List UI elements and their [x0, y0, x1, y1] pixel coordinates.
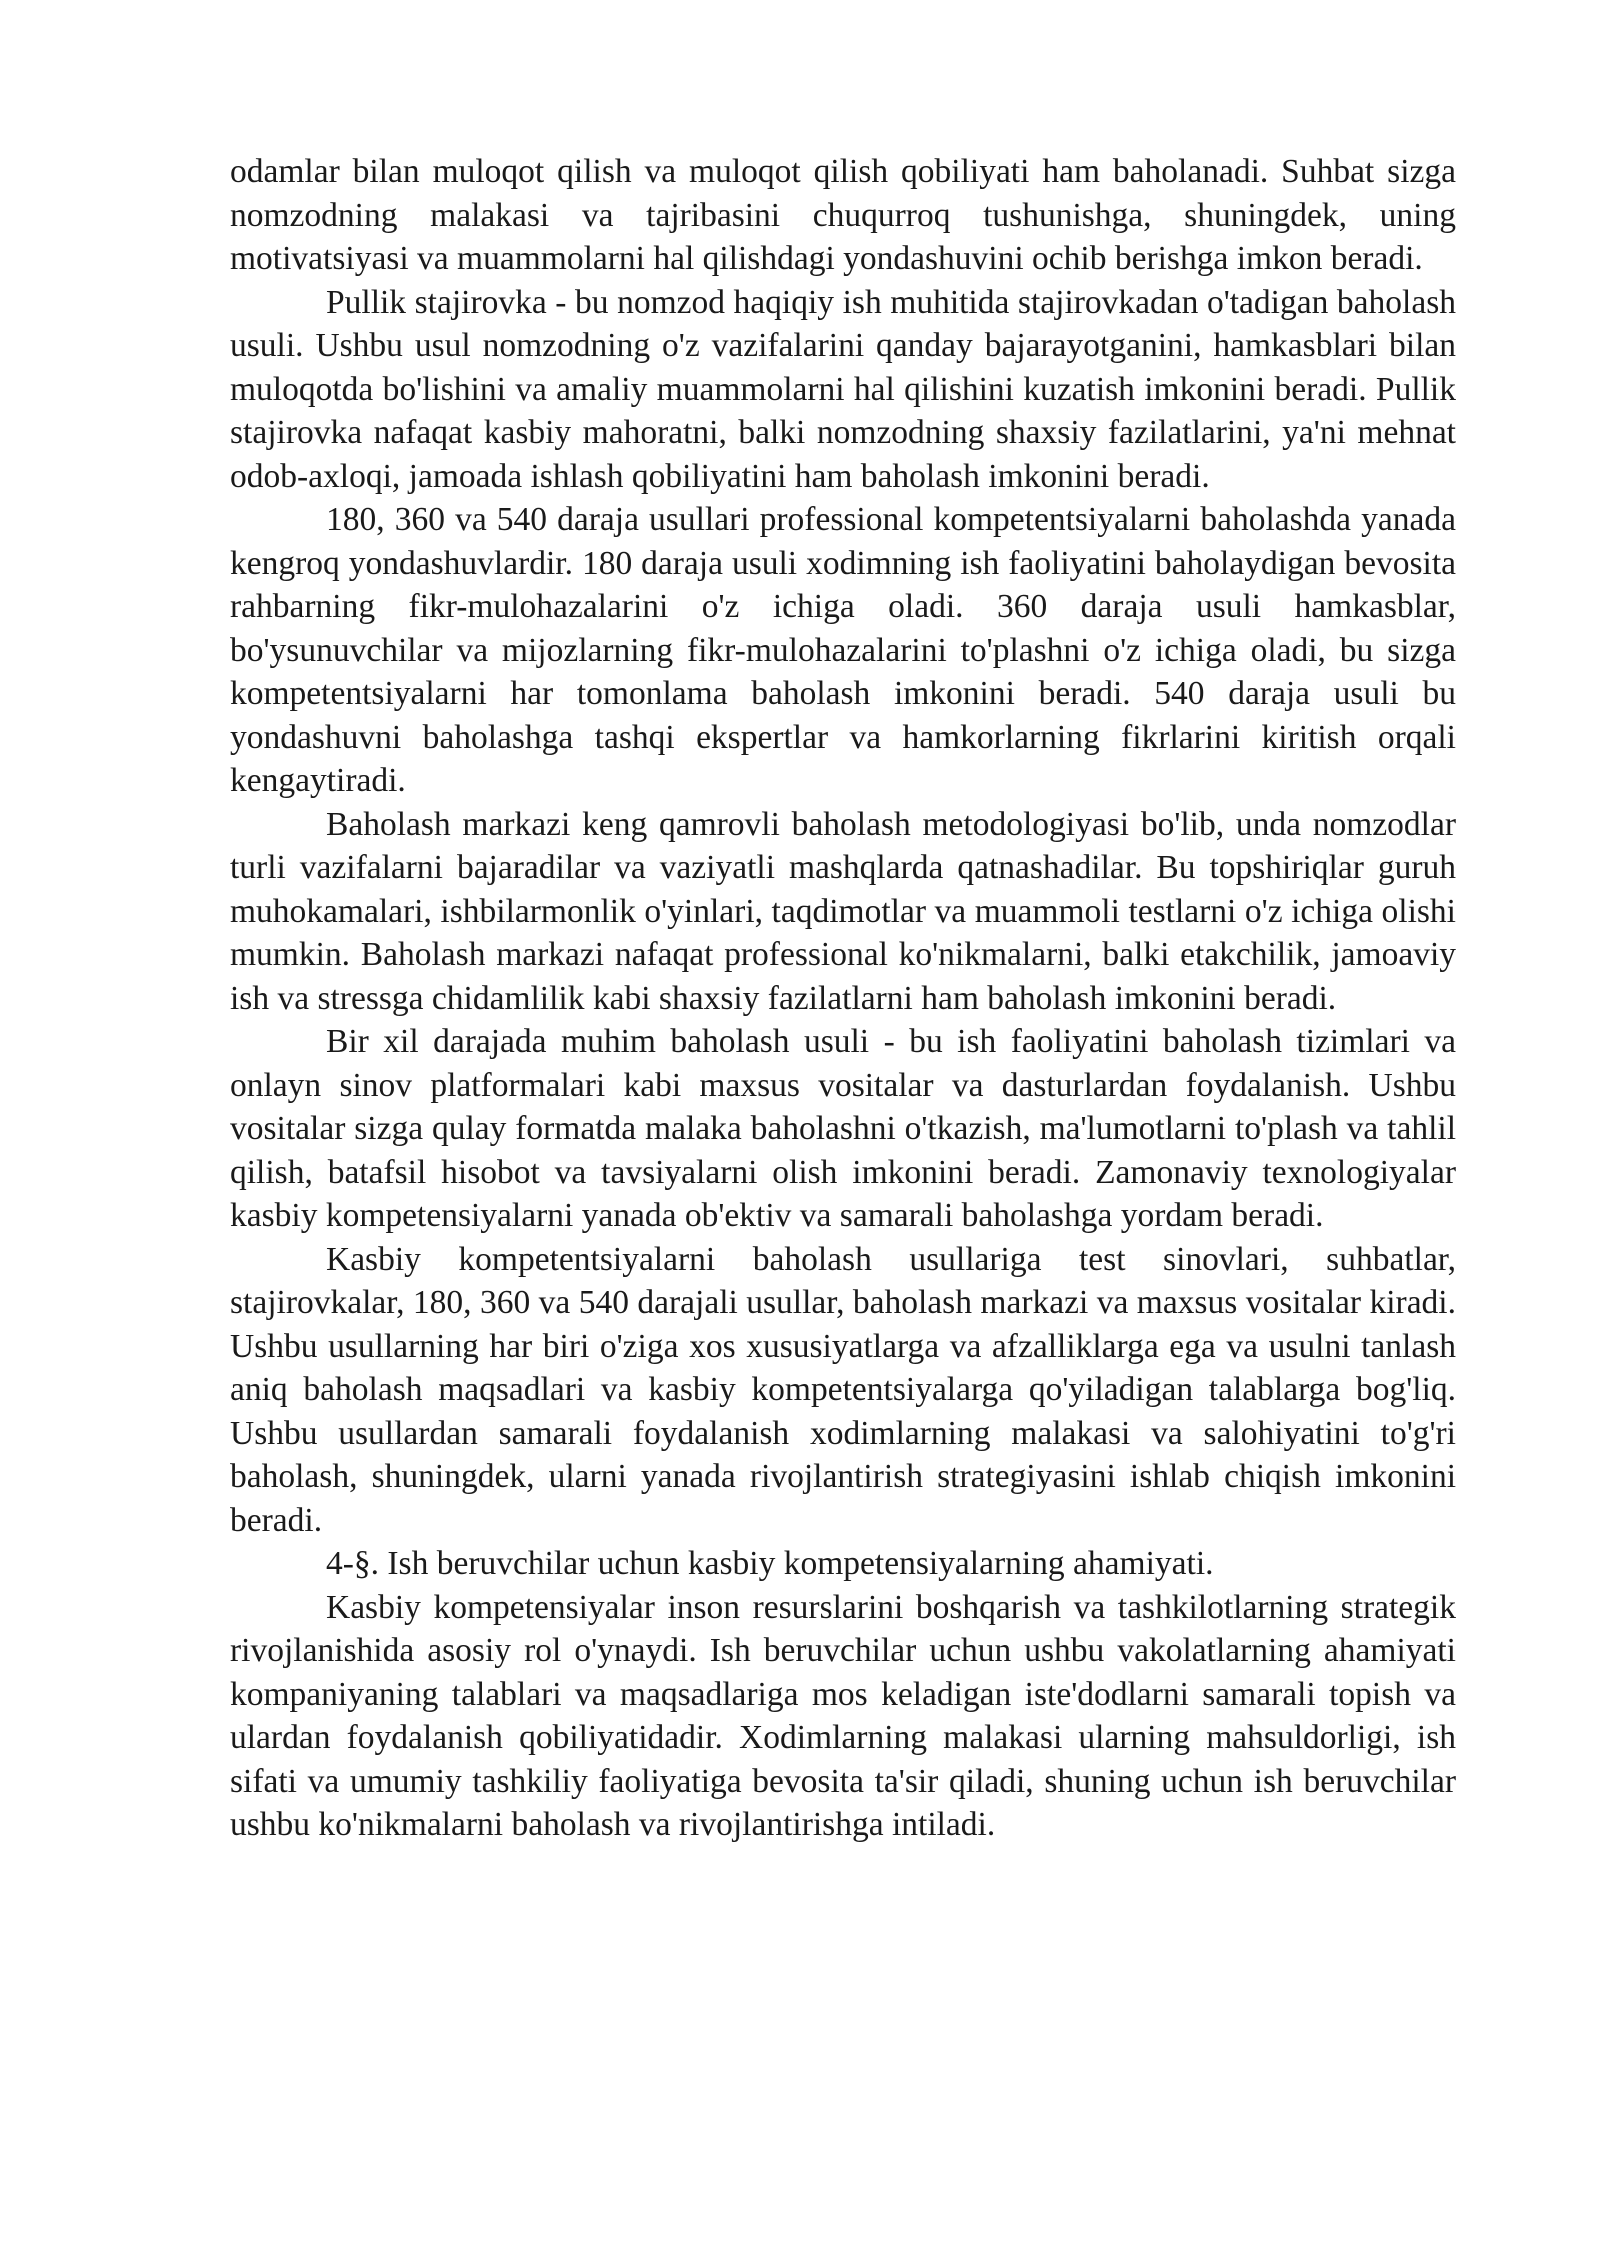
paragraph-special-tools: Bir xil darajada muhim baholash usuli - bu ish faoliyatini baholash tizimlari va onlayn sinov platformalari kabi maxsus vositalar va dasturlardan foydalanish. Ushbu vositalar sizga qulay formatda malaka baholashni o'tkazish, ma'lumotlarni to'plash va tahlil qilish, batafsil hisobot va tavsiyalarni olish imkonini beradi. Zamonaviy texnologiyalar kasbiy kompetensiyalarni yanada ob'ektiv va samarali baholashga yordam beradi.	[230, 1023, 1456, 1234]
paragraph-assessment-center: Baholash markazi keng qamrovli baholash metodologiyasi bo'lib, unda nomzodlar turli vazifalarni bajaradilar va vaziyatli mashqlarda qatnashadilar. Bu topshiriqlar guruh muhokamalari, ishbilarmonlik o'yinlari, taqdimotlar va muammoli testlarni o'z ichiga olishi mumkin. Baholash markazi nafaqat professional ko'nikmalarni, balki etakchilik, jamoaviy ish va stressga chidamlilik kabi shaxsiy fazilatlarni ham baholash imkonini beradi.	[230, 805, 1456, 1017]
paragraph-degree-methods: 180, 360 va 540 daraja usullari professional kompetentsiyalarni baholashda yanada kengroq yondashuvlardir. 180 daraja usuli xodimning ish faoliyatini baholaydigan bevosita rahbarning fikr-mulohazalarini o'z ichiga oladi. 360 daraja usuli hamkasblar, bo'ysunuvchilar va mijozlarning fikr-mulohazalarini to'plashni o'z ichiga oladi, bu sizga kompetentsiyalarni har tomonlama baholash imkonini beradi. 540 daraja usuli bu yondashuvni baholashga tashqi ekspertlar va hamkorlarning fikrlarini kiritish orqali kengaytiradi.	[230, 501, 1456, 799]
paragraph-interview-continuation: odamlar bilan muloqot qilish va muloqot qilish qobiliyati ham baholanadi. Suhbat sizga nomzodning malakasi va tajribasini chuqurroq tushunishga, shuningdek, uning motivatsiyasi va muammolarni hal qilishdagi yondashuvini ochib berishga imkon beradi.	[230, 153, 1456, 277]
body-text	[230, 150, 1456, 1847]
section-heading: 4-§. Ish beruvchilar uchun kasbiy kompetensiyalarning ahamiyati.	[326, 1545, 1214, 1582]
paragraph-methods-summary: Kasbiy kompetentsiyalarni baholash usullariga test sinovlari, suhbatlar, stajirovkalar, 180, 360 va 540 darajali usullar, baholash markazi va maxsus vositalar kiradi. Ushbu usullarning har biri o'ziga xos xususiyatlarga va afzalliklarga ega va usulni tanlash aniq baholash maqsadlari va kasbiy kompetentsiyalarga qo'yiladigan talablarga bog'liq. Ushbu usullardan samarali foydalanish xodimlarning malakasi va salohiyatini to'g'ri baholash, shuningdek, ularni yanada rivojlantirish strategiyasini ishlab chiqish imkonini beradi.	[230, 1240, 1456, 1539]
paragraph-employer-importance: Kasbiy kompetensiyalar inson resurslarini boshqarish va tashkilotlarning strategik rivojlanishida asosiy rol o'ynaydi. Ish beruvchilar uchun ushbu vakolatlarning ahamiyati kompaniyaning talablari va maqsadlariga mos keladigan iste'dodlarni samarali topish va ulardan foydalanish qobiliyatidadir. Xodimlarning malakasi ularning mahsuldorligi, ish sifati va umumiy tashkiliy faoliyatiga bevosita ta'sir qiladi, shuning uchun ish beruvchilar ushbu ko'nikmalarni baholash va rivojlantirishga intiladi.	[230, 1588, 1456, 1843]
paragraph-paid-internship: Pullik stajirovka - bu nomzod haqiqiy ish muhitida stajirovkadan o'tadigan baholash usuli. Ushbu usul nomzodning o'z vazifalarini qanday bajarayotganini, hamkasblari bilan muloqotda bo'lishini va amaliy muammolarni hal qilishini kuzatish imkonini beradi. Pullik stajirovka nafaqat kasbiy mahoratni, balki nomzodning shaxsiy fazilatlarini, ya'ni mehnat odob-axloqi, jamoada ishlash qobiliyatini ham baholash imkonini beradi.	[230, 283, 1456, 495]
